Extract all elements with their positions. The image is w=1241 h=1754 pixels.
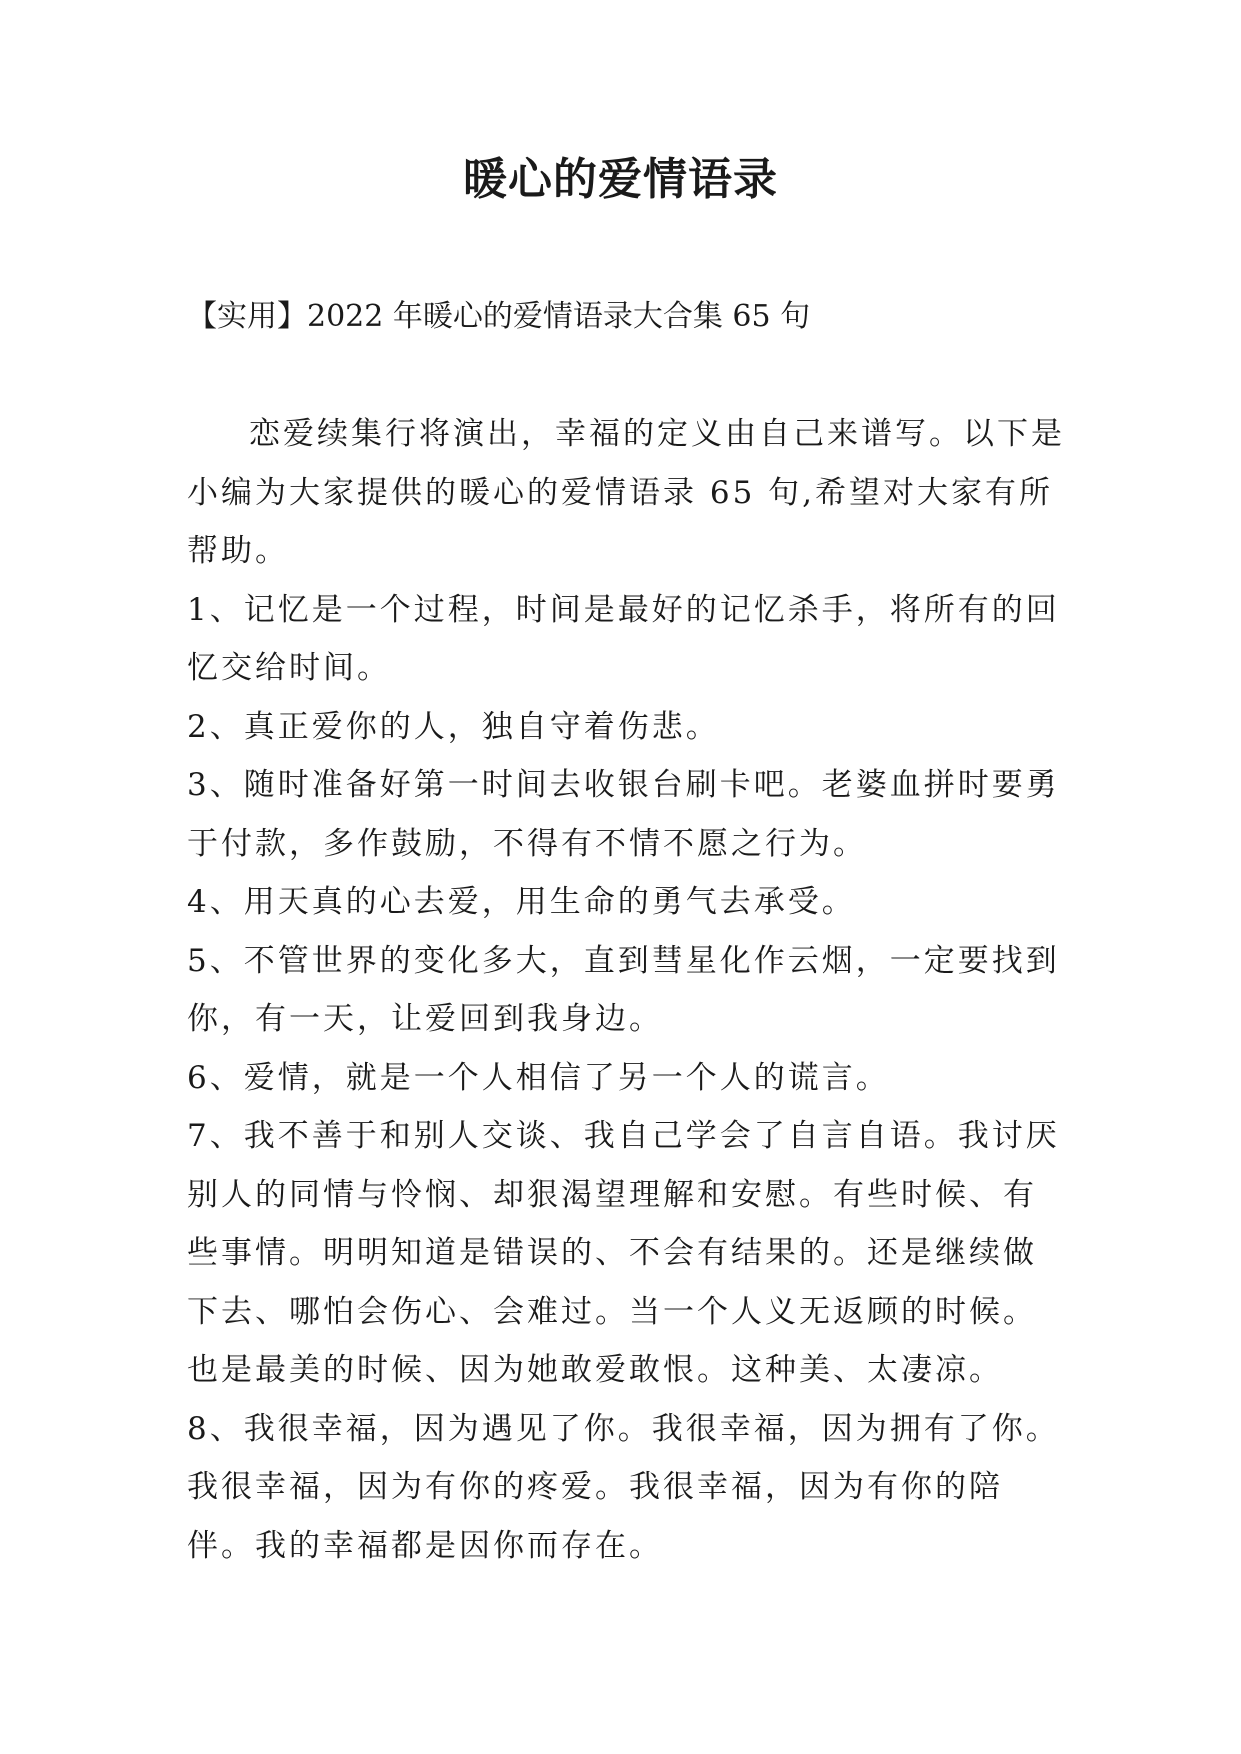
- list-item: 3、随时准备好第一时间去收银台刷卡吧。老婆血拼时要勇于付款，多作鼓励，不得有不情不愿之行为。: [187, 767, 1060, 862]
- list-item: 8、我很幸福，因为遇见了你。我很幸福，因为拥有了你。我很幸福，因为有你的疼爱。我很幸福，因为有你的陪伴。我的幸福都是因你而存在。: [187, 1410, 1060, 1564]
- list-item: 6、爱情，就是一个人相信了另一个人的谎言。: [187, 1059, 890, 1096]
- intro-paragraph: 恋爱续集行将演出，幸福的定义由自己来谱写。以下是小编为大家提供的暖心的爱情语录 65 句,希望对大家有所帮助。: [187, 416, 1065, 569]
- list-item: 2、真正爱你的人，独自守着伤悲。: [187, 708, 720, 745]
- document-title: 暖心的爱情语录: [463, 154, 778, 205]
- document-subtitle: 【实用】2022 年暖心的爱情语录大合集 65 句: [187, 299, 811, 334]
- list-item: 5、不管世界的变化多大，直到彗星化作云烟，一定要找到你，有一天，让爱回到我身边。: [187, 942, 1060, 1037]
- list-item: 4、用天真的心去爱，用生命的勇气去承受。: [187, 884, 856, 920]
- list-item: 7、我不善于和别人交谈、我自己学会了自言自语。我讨厌别人的同情与怜悯、却狠渴望理解和安慰。有些时候、有些事情。明明知道是错误的、不会有结果的。还是继续做下去、哪怕会伤心、会难过。当一个人义无返顾的时候。也是最美的时候、因为她敢爱敢恨。这种美、太凄凉。: [187, 1118, 1060, 1388]
- list-item: 1、记忆是一个过程，时间是最好的记忆杀手，将所有的回忆交给时间。: [187, 591, 1060, 686]
- document-body: [187, 405, 1067, 1575]
